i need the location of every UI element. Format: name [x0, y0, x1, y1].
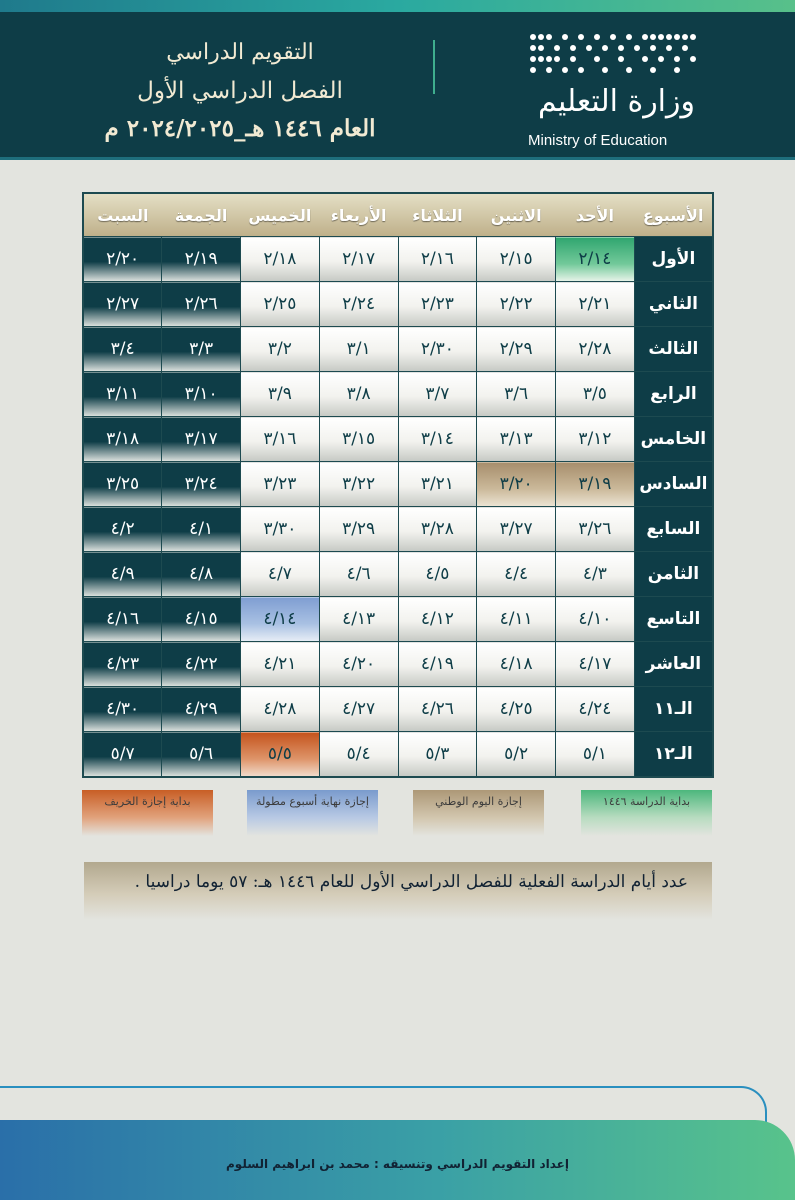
date-cell: ٢/٢٢ — [477, 282, 556, 327]
logo-dot — [530, 34, 536, 40]
logo-dot — [594, 56, 600, 62]
week-label: السابع — [634, 507, 713, 552]
date-cell: ٤/٩ — [83, 552, 162, 597]
logo-dot — [570, 45, 576, 51]
logo-dot — [650, 45, 656, 51]
table-row — [83, 507, 713, 552]
table-row — [83, 462, 713, 507]
date-cell: ٤/٨ — [162, 552, 241, 597]
header-saturday: السبت — [83, 193, 162, 237]
date-cell: ٢/٢٧ — [83, 282, 162, 327]
study-days-summary: عدد أيام الدراسة الفعلية للفصل الدراسي الأول للعام ١٤٤٦ هـ: ٥٧ يوما دراسيا . — [84, 862, 712, 920]
date-cell: ٤/٤ — [477, 552, 556, 597]
date-cell: ٤/٧ — [241, 552, 320, 597]
date-cell: ٣/٢٦ — [556, 507, 635, 552]
logo-dot — [594, 34, 600, 40]
date-cell: ٥/٦ — [162, 732, 241, 778]
logo-dot — [674, 67, 680, 73]
logo-dot — [578, 67, 584, 73]
table-row — [83, 327, 713, 372]
date-cell: ٤/٥ — [398, 552, 477, 597]
date-cell: ٤/٢٠ — [319, 642, 398, 687]
legend-study-start: بداية الدراسة ١٤٤٦ — [581, 790, 712, 836]
date-cell: ٤/٢٧ — [319, 687, 398, 732]
logo-dot — [642, 34, 648, 40]
date-cell: ٣/٨ — [319, 372, 398, 417]
week-label: الرابع — [634, 372, 713, 417]
logo-dot — [538, 34, 544, 40]
week-label: الثامن — [634, 552, 713, 597]
table-row — [83, 282, 713, 327]
logo-dot — [578, 34, 584, 40]
date-cell: ٤/٢٦ — [398, 687, 477, 732]
footer-credit: إعداد التقويم الدراسي وتنسيقه : محمد بن ابراهيم السلوم — [226, 1157, 569, 1171]
logo-dot — [602, 67, 608, 73]
date-cell: ٣/١٠ — [162, 372, 241, 417]
date-cell: ٤/١١ — [477, 597, 556, 642]
week-label: الـ١١ — [634, 687, 713, 732]
logo-dot — [674, 34, 680, 40]
logo-dot — [618, 56, 624, 62]
date-cell: ٣/١ — [319, 327, 398, 372]
table-row — [83, 417, 713, 462]
date-cell: ٣/١١ — [83, 372, 162, 417]
date-cell: ٤/١٠ — [556, 597, 635, 642]
logo-dot — [554, 56, 560, 62]
date-cell: ٣/١٢ — [556, 417, 635, 462]
ministry-logo — [525, 32, 725, 162]
date-cell: ٤/٢٤ — [556, 687, 635, 732]
logo-dot — [682, 34, 688, 40]
week-label: الثاني — [634, 282, 713, 327]
date-cell: ٢/٢٥ — [241, 282, 320, 327]
logo-arabic-text: وزارة التعليم — [537, 84, 695, 119]
week-label: الـ١٢ — [634, 732, 713, 778]
header-friday: الجمعة — [162, 193, 241, 237]
date-cell: ٣/٢٥ — [83, 462, 162, 507]
date-cell: ٣/٧ — [398, 372, 477, 417]
title-line-3: العام ١٤٤٦ هـ_٢٠٢٤/٢٠٢٥ م — [104, 115, 376, 142]
header-sunday: الأحد — [556, 193, 635, 237]
date-cell: ٣/١٣ — [477, 417, 556, 462]
logo-dot — [586, 45, 592, 51]
date-cell: ٤/٣٠ — [83, 687, 162, 732]
table-header-row — [83, 193, 713, 237]
date-cell: ٤/٣ — [556, 552, 635, 597]
header-wednesday: الأربعاء — [319, 193, 398, 237]
date-cell: ٣/٢١ — [398, 462, 477, 507]
table-row — [83, 372, 713, 417]
header-banner — [0, 12, 795, 160]
header-monday: الاثنين — [477, 193, 556, 237]
logo-dot — [650, 67, 656, 73]
logo-dot — [666, 45, 672, 51]
date-cell: ٤/٢١ — [241, 642, 320, 687]
table-row — [83, 642, 713, 687]
date-cell: ٣/٢٩ — [319, 507, 398, 552]
week-label: العاشر — [634, 642, 713, 687]
date-cell: ٣/١٨ — [83, 417, 162, 462]
table-row — [83, 597, 713, 642]
date-cell: ٤/٢٥ — [477, 687, 556, 732]
title-line-2: الفصل الدراسي الأول — [137, 78, 343, 104]
date-cell: ٥/٥ — [241, 732, 320, 778]
date-cell: ٣/٤ — [83, 327, 162, 372]
date-cell: ٣/٣٠ — [241, 507, 320, 552]
date-cell: ٤/١٥ — [162, 597, 241, 642]
table-row — [83, 237, 713, 282]
logo-dot — [626, 67, 632, 73]
legend-national-day: إجازة اليوم الوطني — [413, 790, 544, 836]
date-cell: ٢/١٧ — [319, 237, 398, 282]
legend-autumn-break: بداية إجازة الخريف — [82, 790, 213, 836]
logo-english-text: Ministry of Education — [528, 132, 668, 149]
table-row — [83, 552, 713, 597]
logo-dot — [562, 34, 568, 40]
logo-dot — [650, 34, 656, 40]
date-cell: ٣/٢٤ — [162, 462, 241, 507]
logo-dot — [658, 56, 664, 62]
logo-dot — [658, 34, 664, 40]
date-cell: ٢/٢٠ — [83, 237, 162, 282]
date-cell: ٣/٢ — [241, 327, 320, 372]
week-label: الأول — [634, 237, 713, 282]
date-cell: ٤/١ — [162, 507, 241, 552]
logo-dots-icon — [530, 34, 700, 84]
date-cell: ٥/١ — [556, 732, 635, 778]
date-cell: ٣/٦ — [477, 372, 556, 417]
logo-dot — [634, 45, 640, 51]
date-cell: ٣/٢٢ — [319, 462, 398, 507]
date-cell: ٣/١٦ — [241, 417, 320, 462]
date-cell: ٢/٢٤ — [319, 282, 398, 327]
week-label: الثالث — [634, 327, 713, 372]
date-cell: ٣/١٤ — [398, 417, 477, 462]
date-cell: ٢/١٨ — [241, 237, 320, 282]
header-thursday: الخميس — [241, 193, 320, 237]
date-cell: ٢/٢٨ — [556, 327, 635, 372]
date-cell: ٤/٢٩ — [162, 687, 241, 732]
date-cell: ٣/٢٨ — [398, 507, 477, 552]
logo-dot — [562, 67, 568, 73]
date-cell: ٤/١٢ — [398, 597, 477, 642]
date-cell: ٥/٤ — [319, 732, 398, 778]
logo-dot — [554, 45, 560, 51]
date-cell: ٤/١٧ — [556, 642, 635, 687]
logo-dot — [570, 56, 576, 62]
week-label: السادس — [634, 462, 713, 507]
date-cell: ٤/١٨ — [477, 642, 556, 687]
header-week: الأسبوع — [634, 193, 713, 237]
date-cell: ٢/٢٦ — [162, 282, 241, 327]
logo-dot — [690, 34, 696, 40]
date-cell: ٤/٢ — [83, 507, 162, 552]
date-cell: ٣/١٧ — [162, 417, 241, 462]
logo-dot — [530, 67, 536, 73]
date-cell: ٤/١٤ — [241, 597, 320, 642]
logo-dot — [546, 34, 552, 40]
logo-dot — [618, 45, 624, 51]
logo-dot — [538, 45, 544, 51]
table-row — [83, 687, 713, 732]
table-row — [83, 732, 713, 778]
date-cell: ٤/٢٢ — [162, 642, 241, 687]
title-line-1: التقويم الدراسي — [166, 40, 314, 65]
calendar-title — [60, 34, 420, 148]
logo-dot — [674, 56, 680, 62]
header-tuesday: الثلاثاء — [398, 193, 477, 237]
logo-dot — [642, 56, 648, 62]
date-cell: ٢/١٩ — [162, 237, 241, 282]
logo-dot — [546, 67, 552, 73]
date-cell: ٢/٢٩ — [477, 327, 556, 372]
logo-dot — [666, 34, 672, 40]
logo-dot — [626, 34, 632, 40]
date-cell: ٣/٢٣ — [241, 462, 320, 507]
date-cell: ٤/٦ — [319, 552, 398, 597]
date-cell: ٢/٢١ — [556, 282, 635, 327]
logo-dot — [538, 56, 544, 62]
date-cell: ٢/١٥ — [477, 237, 556, 282]
date-cell: ٢/٣٠ — [398, 327, 477, 372]
logo-dot — [602, 45, 608, 51]
logo-dot — [530, 45, 536, 51]
week-label: التاسع — [634, 597, 713, 642]
date-cell: ٤/١٦ — [83, 597, 162, 642]
calendar-table — [82, 192, 714, 778]
date-cell: ٣/١٩ — [556, 462, 635, 507]
date-cell: ٥/٢ — [477, 732, 556, 778]
logo-dot — [546, 56, 552, 62]
date-cell: ٣/٥ — [556, 372, 635, 417]
date-cell: ٣/٩ — [241, 372, 320, 417]
date-cell: ٣/٢٧ — [477, 507, 556, 552]
date-cell: ٢/١٤ — [556, 237, 635, 282]
header-divider — [433, 40, 435, 94]
legend-long-weekend: إجازة نهاية أسبوع مطولة — [247, 790, 378, 836]
date-cell: ٢/٢٣ — [398, 282, 477, 327]
logo-dot — [610, 34, 616, 40]
date-cell: ٣/١٥ — [319, 417, 398, 462]
date-cell: ٤/١٩ — [398, 642, 477, 687]
date-cell: ٢/١٦ — [398, 237, 477, 282]
date-cell: ٣/٣ — [162, 327, 241, 372]
week-label: الخامس — [634, 417, 713, 462]
date-cell: ٥/٣ — [398, 732, 477, 778]
date-cell: ٣/٢٠ — [477, 462, 556, 507]
top-gradient-strip — [0, 0, 795, 12]
logo-dot — [530, 56, 536, 62]
date-cell: ٥/٧ — [83, 732, 162, 778]
logo-dot — [682, 45, 688, 51]
date-cell: ٤/١٣ — [319, 597, 398, 642]
date-cell: ٤/٢٨ — [241, 687, 320, 732]
logo-dot — [690, 56, 696, 62]
date-cell: ٤/٢٣ — [83, 642, 162, 687]
